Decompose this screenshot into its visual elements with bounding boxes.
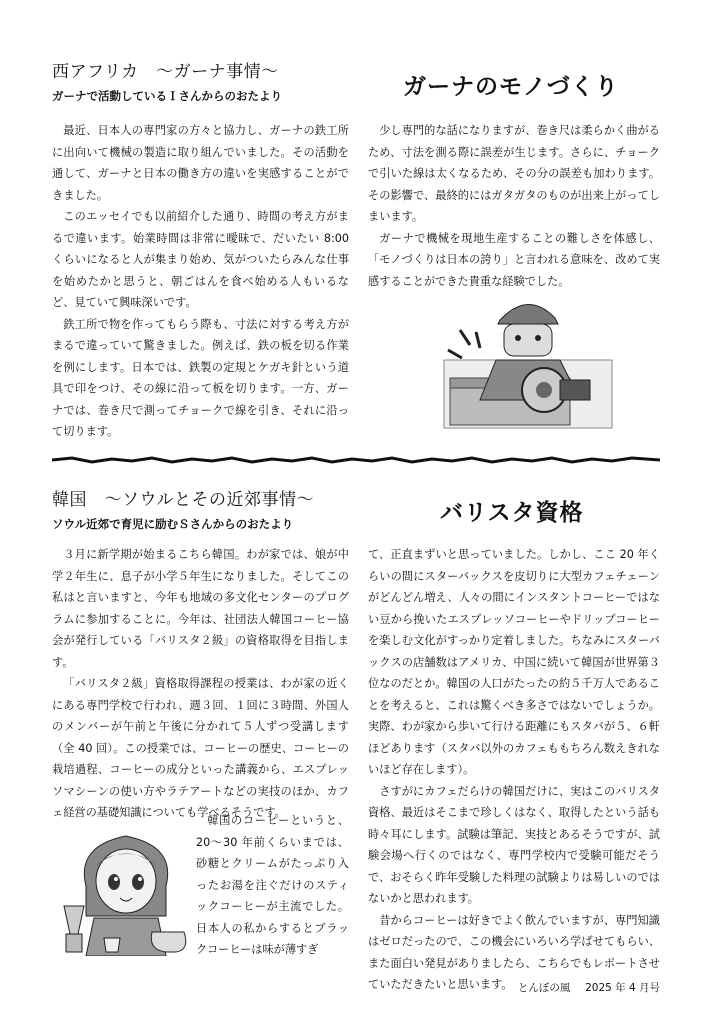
- paragraph: 最近、日本人の専門家の方々と協力し、ガーナの鉄工所に出向いて機械の製造に取り組んでいました。その活動を通して、ガーナと日本の働き方の違いを実感することができました。: [52, 124, 349, 202]
- section2-left-column: [52, 544, 349, 824]
- barista-illustration: [56, 826, 196, 956]
- paragraph: 韓国のコーヒーというと、20～30 年前くらいまでは、砂糖とクリームがたっぷり入ったお湯を注ぐだけのスティックコーヒーが主流でした。日本人の私からするとブラックコーヒーは味が薄すぎ: [196, 814, 349, 956]
- footer-publication: とんぼの風: [517, 982, 571, 994]
- paragraph: ガーナで機械を現地生産することの難しさを体感し、「モノづくりは日本の誇り」と言われる意味を、改めて実感することができた貴重な経験でした。: [368, 231, 660, 288]
- section1-region-title: 西アフリカ ～ガーナ事情～: [52, 62, 279, 82]
- paragraph: 少し専門的な話になりますが、巻き尺は柔らかく曲がるため、寸法を測る際に誤差が生じます。さらに、チョークで引いた線は太くなるため、その分の誤差も加わります。その影響で、最終的にはガタガタのものが出来上がってしまいます。: [368, 124, 660, 223]
- footer-issue: 2025 年 4 月号: [585, 982, 660, 994]
- footer: [518, 980, 660, 995]
- paragraph: 鉄工所で物を作ってもらう際も、寸法に対する考え方がまるで違っていて驚きました。例えば、鉄の板を切る作業を例にします。日本では、鉄製の定規とケガキ針という道具で印をつけ、その線に沿って板を切ります。一方、ガーナでは、巻き尺で測ってチョークで線を引き、それに沿って切ります。: [52, 317, 349, 438]
- paragraph: このエッセイでも以前紹介した通り、時間の考え方がまるで違います。始業時間は非常に曖昧で、だいたい 8:00 くらいになると人が集まり始め、気がついたらみんな仕事を始めたかと思うと、朝ごはんを食べ始める人もいるなど、見ていて興味深いです。: [52, 210, 349, 309]
- section2-headline: バリスタ資格: [440, 500, 584, 526]
- paragraph: ３月に新学期が始まるこちら韓国。わが家では、娘が中学２年生に、息子が小学５年生になりました。そしてこの私はと言いますと、今年も地域の多文化センターのプログラムに参加することに。今年は、社団法人韓国コーヒー協会が発行している「バリスタ２級」の資格取得を目指します。: [52, 548, 349, 669]
- section1-subtitle: ガーナで活動しているＩさんからのおたより: [52, 89, 282, 103]
- section2-region-title: 韓国 ～ソウルとその近郊事情～: [52, 490, 314, 510]
- section1-left-column: [52, 120, 349, 443]
- paragraph: 昔からコーヒーは好きでよく飲んでいますが、専門知識はゼロだったので、この機会にいろいろ学ばせてもらい、また面白い発見がありましたら、こちらでもレポートさせていただきたいと思います。: [368, 913, 660, 991]
- welder-illustration: [440, 290, 616, 430]
- paragraph: 「バリスタ２級」資格取得課程の授業は、わが家の近くにある専門学校で行われ、週３回、１回に３時間、外国人のメンバーが午前と午後に分かれて５人ずつ受講します（全 40 回）。この授業では、コーヒーの歴史、コーヒーの栽培過程、コーヒーの成分といった講義から、エスプレッソマシーンの使い方やラテアートなどの実技のほか、カフェ経営の基礎知識についても学べるそうです。: [52, 677, 349, 819]
- section1-headline: ガーナのモノづくり: [403, 74, 619, 100]
- section2-subtitle: ソウル近郊で育児に励むＳさんからのおたより: [52, 517, 294, 531]
- paragraph: さすがにカフェだらけの韓国だけに、実はこのバリスタ資格、最近はそこまで珍しくはなく、取得したという話も時々耳にします。試験は筆記、実技とあるそうですが、試験会場へ行くのではなく、専門学校内で受験可能だそうで、おそらく昨年受験した料理の試験よりは易しいのではないかと思われます。: [368, 784, 660, 905]
- section1-right-column: [368, 120, 660, 292]
- paragraph: て、正直まずいと思っていました。しかし、ここ 20 年くらいの間にスターバックスを皮切りに大型カフェチェーンがどんどん増え、人々の間にインスタントコーヒーではない豆から挽いたエスプレッソコーヒーやドリップコーヒーを楽しむ文化がすっかり定着しました。ちなみにスターバックスの店舗数はアメリカ、中国に続いて韓国が世界第３位なのだとか。韓国の人口がたったの約５千万人であることを考えると、これは驚くべき多さではないでしょうか。実際、わが家から歩いて行ける距離にもスタバが５、６軒ほどあります（スタバ以外のカフェももちろん数えきれないほど存在します）。: [368, 548, 660, 776]
- section2-right-column: [368, 544, 660, 996]
- section2-wrap-column: [196, 810, 349, 961]
- section-divider: [52, 456, 660, 464]
